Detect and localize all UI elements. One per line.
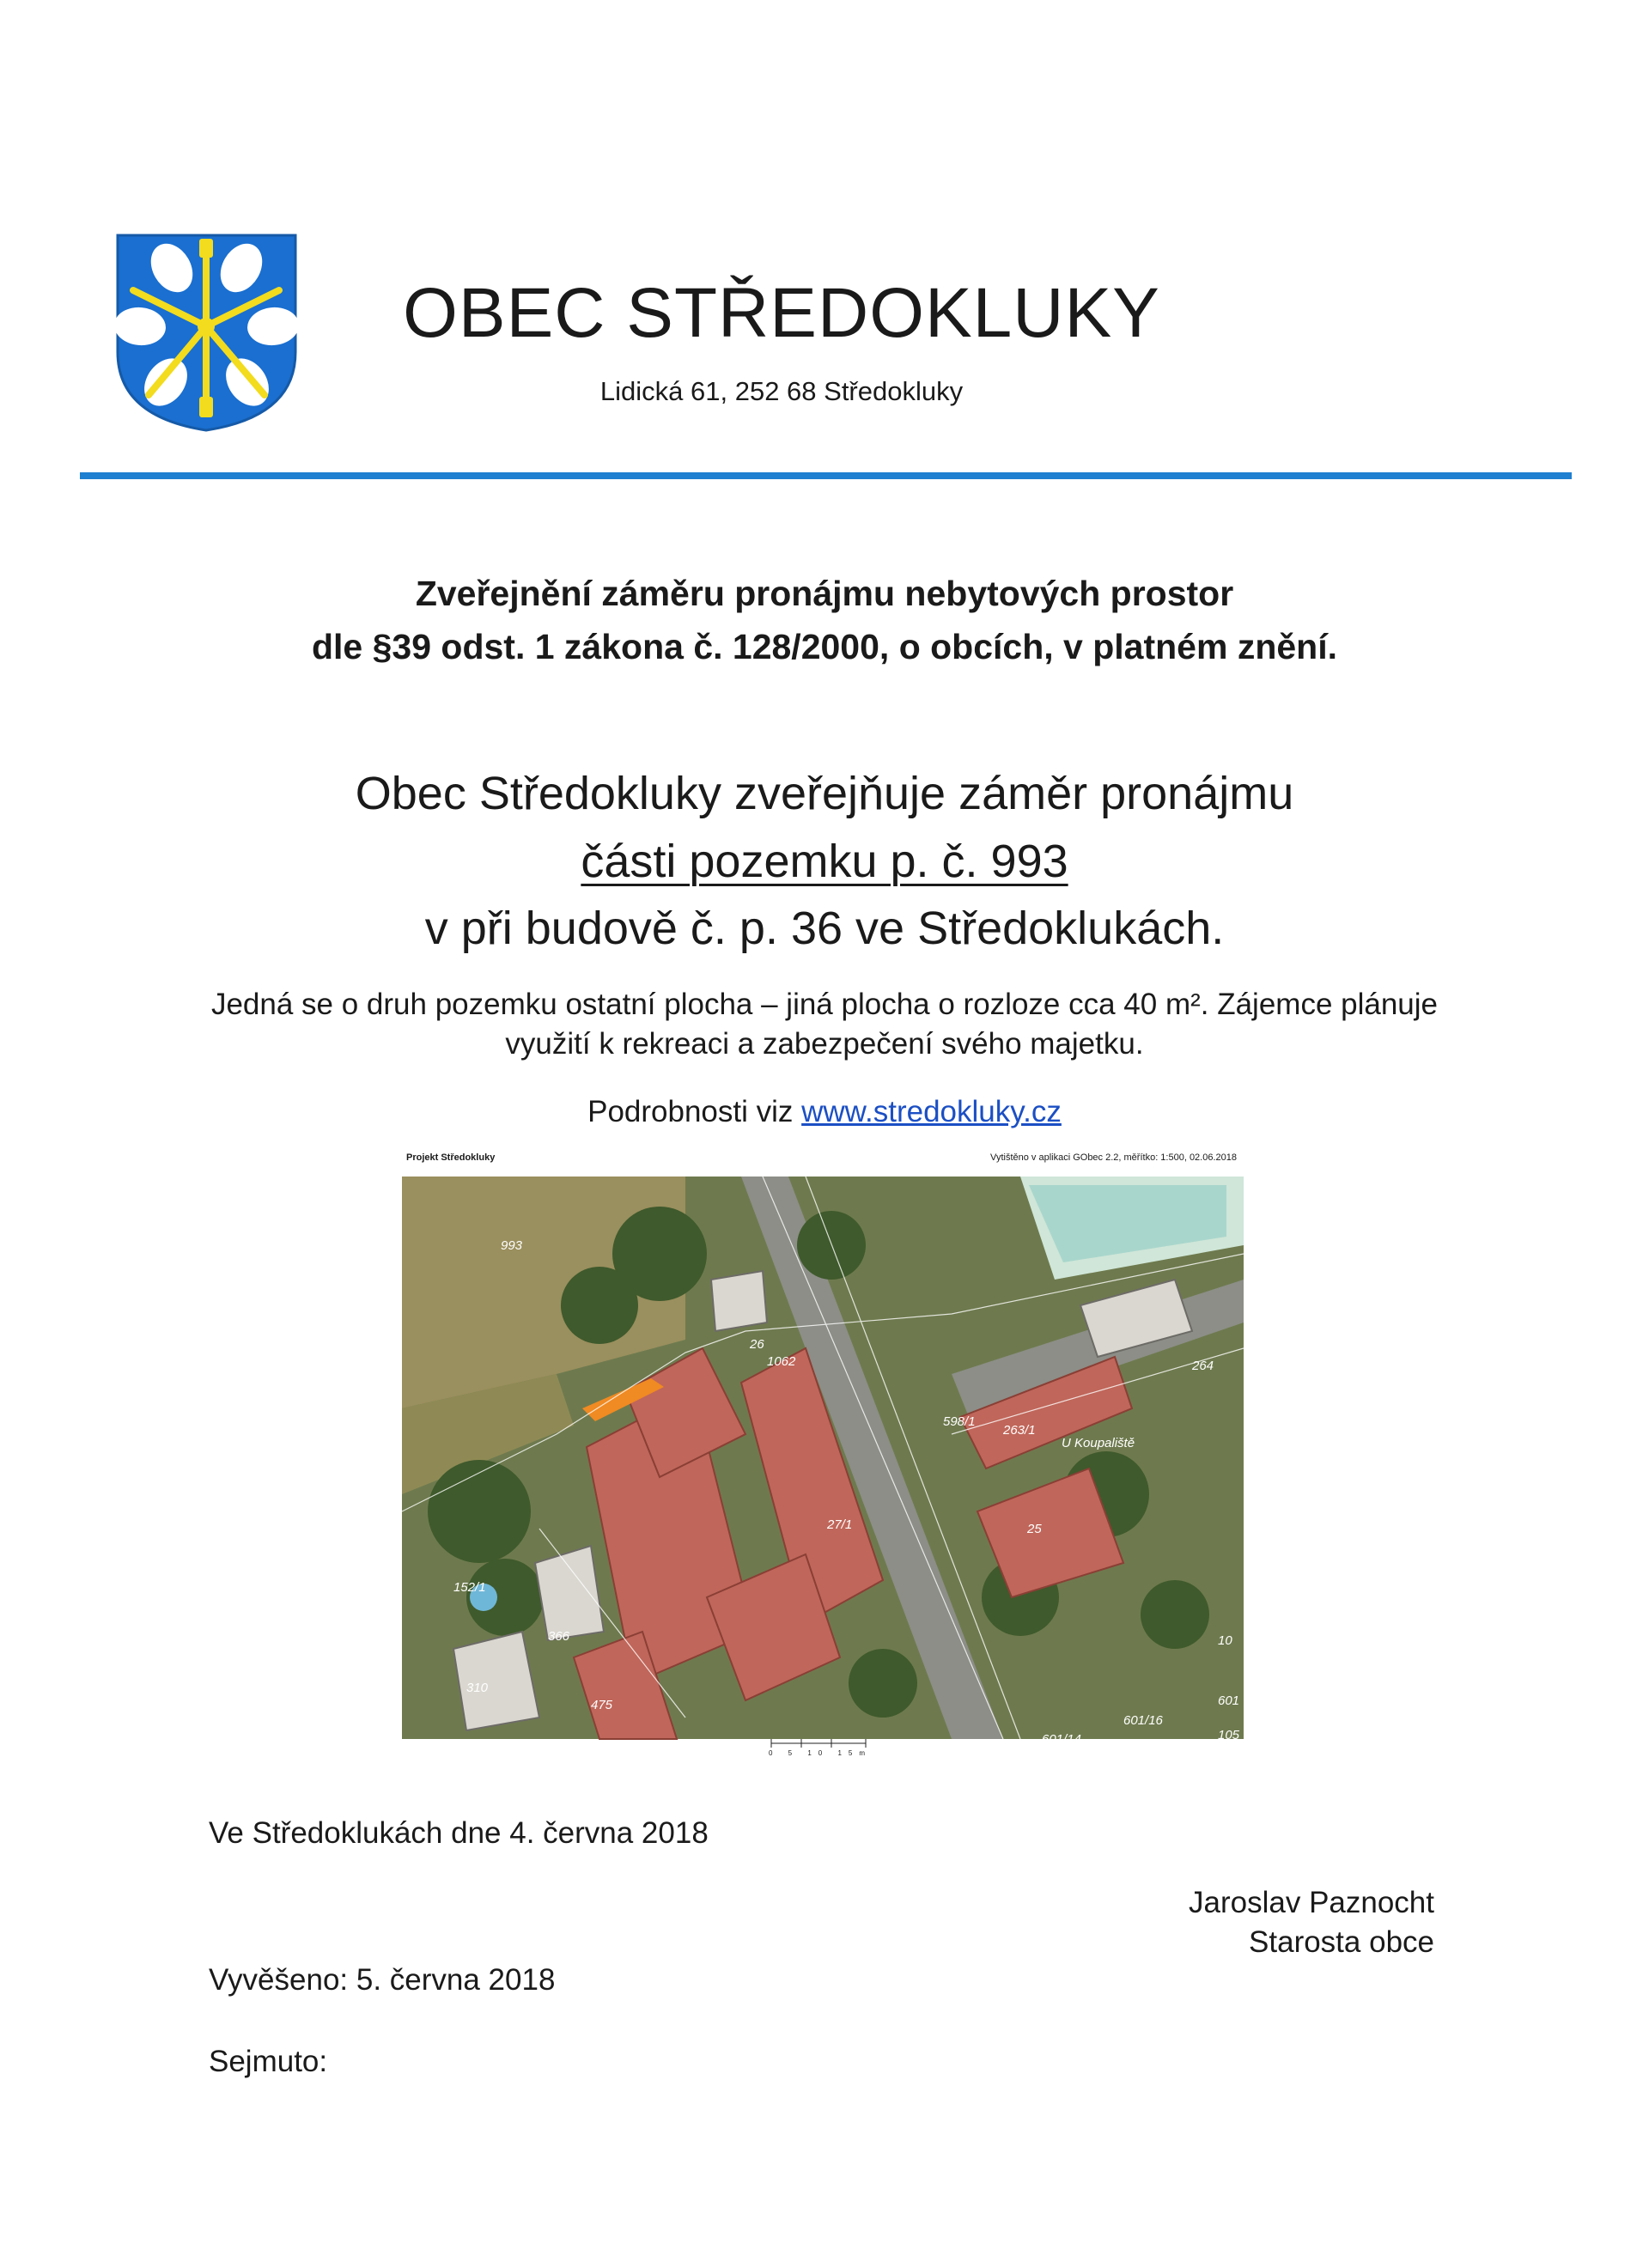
parcel-number: 475 bbox=[591, 1698, 613, 1712]
notice-main-line1: Obec Středokluky zveřejňuje záměr pronájmu bbox=[355, 768, 1294, 819]
parcel-number: 366 bbox=[548, 1629, 570, 1644]
cadastral-map bbox=[402, 1151, 1244, 1760]
removed-date: Sejmuto: bbox=[209, 2045, 328, 2078]
parcel-number: 26 bbox=[750, 1337, 764, 1352]
notice-heading-line2: dle §39 odst. 1 zákona č. 128/2000, o obcích, v platném znění. bbox=[311, 627, 1337, 666]
map-scale-label: 0 5 10 15m bbox=[769, 1749, 873, 1757]
signer-name: Jaroslav Paznocht bbox=[1189, 1886, 1434, 1919]
parcel-number: 1062 bbox=[767, 1354, 796, 1369]
details-line bbox=[86, 1095, 1563, 1129]
description-line1: Jedná se o druh pozemku ostatní plocha – jiná plocha o rozloze cca 40 m². Zájemce plánuje bbox=[210, 988, 1439, 1021]
issue-date: Ve Středoklukách dne 4. června 2018 bbox=[209, 1816, 709, 1850]
parcel-number: 263/1 bbox=[1003, 1423, 1036, 1438]
notice-main-line2: části pozemku p. č. 993 bbox=[581, 836, 1068, 887]
details-prefix: Podrobnosti viz bbox=[587, 1095, 794, 1128]
parcel-number: 310 bbox=[466, 1681, 489, 1695]
parcel-number: 601/16 bbox=[1123, 1713, 1163, 1728]
parcel-number: 598/1 bbox=[943, 1414, 976, 1429]
municipality-title: OBEC STŘEDOKLUKY bbox=[403, 274, 1160, 352]
notice-heading-line1: Zveřejnění záměru pronájmu nebytových prostor bbox=[415, 574, 1234, 613]
signer-role: Starosta obce bbox=[1249, 1925, 1434, 1959]
parcel-number: U Koupaliště bbox=[1062, 1436, 1135, 1450]
parcel-number: 105 bbox=[1218, 1728, 1240, 1742]
parcel-number: 27/1 bbox=[827, 1517, 853, 1532]
map-project-label: Projekt Středokluky bbox=[406, 1152, 496, 1163]
parcel-number: 993 bbox=[501, 1238, 523, 1253]
map-print-info: Vytištěno v aplikaci GObec 2.2, měřítko: 1:500, 02.06.2018 bbox=[990, 1152, 1237, 1163]
parcel-number: 10 bbox=[1218, 1633, 1232, 1648]
parcel-number: 601 bbox=[1218, 1693, 1240, 1708]
parcel-number: 264 bbox=[1192, 1359, 1214, 1373]
header-divider bbox=[80, 472, 1572, 479]
parcel-number: 601/14 bbox=[1042, 1732, 1081, 1747]
description-line2: využití k rekreaci a zabezpečení svého majetku. bbox=[505, 1027, 1144, 1061]
website-link[interactable]: www.stredokluky.cz bbox=[801, 1095, 1062, 1128]
posted-date: Vyvěšeno: 5. června 2018 bbox=[209, 1963, 556, 1997]
municipality-address: Lidická 61, 252 68 Středokluky bbox=[599, 376, 964, 406]
notice-main-line3: v při budově č. p. 36 ve Středoklukách. bbox=[424, 903, 1225, 954]
parcel-number: 25 bbox=[1027, 1522, 1042, 1536]
parcel-number: 152/1 bbox=[453, 1580, 486, 1595]
